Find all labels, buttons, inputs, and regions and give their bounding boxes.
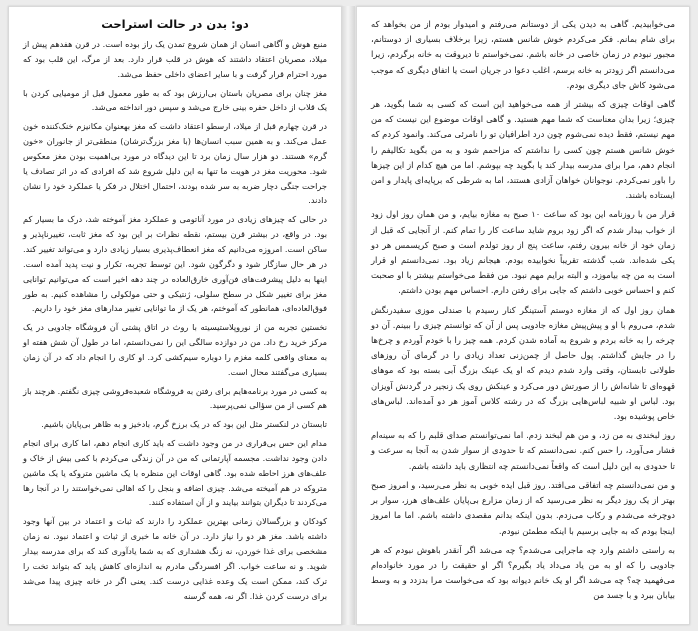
- left-paragraph-3: در قرن چهارم قبل از میلاد، ارسطو اعتقاد داشت که مغز بهعنوان مکانیزم خنک‌کننده خون عمل می‌کند. و به همین سبب انسان‌ها (با مغز بزرگ‌ترشان) منطقی‌تر از جانوران «خون گرم» هستند. دو هزار سال زمان برد تا این دیدگاه در مورد بی‌اهمیت بودن مغز معکوس شود. محوریت مغز در هویت ما تنها به این دلیل شروع شد که افرادی که در اثر تصادف یا جراحت جنگی دچار ضربه به سر شده بودند، احتمال اختلال در فکر یا عملکرد خود را نشان دادند.: [23, 121, 327, 206]
- chapter-title: دو: بدن در حالت استراحت: [101, 17, 249, 31]
- right-page: [356, 6, 690, 625]
- right-paragraph-4: همان روز اول که از مغازه دوستم آستینگر کنار رسیدم با صندلی موزی سفیدرنگش شدم، می‌روم با او و پیش‌پیش مغازه جادویی پس از آن که توانستم چیزی را ببینم. آن دو چرخه را به خانه بردم و شروع به آماده شدن کردم. همه چیز را با خودم آوردم و چرخ‌ها را در جایش گذاشتم. پول حاصل از چمن‌زنی تعداد زیادی را در گرمای آن روزهای طولانی تابستان، وقتی وارد شدم دیدم که او یک عینک بزرگ آبی بسته بود که موهای قهوه‌ای تا شانه‌اش را از صورتش دور می‌کرد و عینکش روی یک زنجیر در گردنش آویزان بود. لباس او شبیه لباس‌هایی بزرگ که در رشته کلاس آموز هر دو آمده‌اند. لباس‌های خاص پوشیده بود.: [371, 304, 675, 422]
- left-page: [8, 6, 342, 625]
- left-paragraph-6: به کسی در مورد برنامه‌هایم برای رفتن به فروشگاه شعبده‌فروشی چیزی نگفتم. هرچند باز هم کسی از من سؤالی نمی‌پرسید.: [23, 385, 327, 411]
- left-paragraph-5: نخستین تجربه من از نوروپلاستیسیته با روث در اتاق پشتی آن فروشگاه جادویی در یک مرکز خرید رخ داد. من در دوازده سالگی این را نمی‌دانستم، اما در طول آن شش هفته او به معنای واقعی کلمه مغزم را دوباره سیم‌کشی کرد. او کاری را انجام داد که در آن زمان بسیاری می‌گفتند محال است.: [23, 322, 327, 377]
- right-paragraph-3: قرار من با روزنامه این بود که ساعت ۱۰ صبح به مغازه بیایم، و من همان روز اول زود از خواب بیدار شدم که اگر زود بروم شاید ساعت کار را تمام کنم. از آنجایی که قبل از زمان خود از خانه بیرون رفتم، ساعت پنج از روز تولدم است و صبح کریسمس هر دو یکی شده‌اند. شب گذشته تقریباً نخوابیده بودم. هیجانم زیاد بود. نمی‌دانستم او قرار است به من چه بیاموزد، و البته برایم مهم نبود. من فقط می‌خواستم بیشتر با او صحبت کنم و احساس خوبی داشتم که جایی برای رفتن دارم. احساس مهم بودن داشتم.: [371, 209, 675, 296]
- right-paragraph-5: روز لبخندی به من زد، و من هم لبخند زدم. اما نمی‌توانستم صدای قلبم را که به سینه‌ام فشار می‌آورد، را حس کنم. نمی‌دانستم که تا حدودی از سوار شدن به آنجا به سرعت و تا حدودی به این دلیل است که واقعاً نمی‌دانستم چه انتظاری باید داشته باشم.: [371, 430, 675, 471]
- left-paragraph-7: تابستان در لنکستر مثل این بود که در یک برزخ گرم، بادخیز و به ظاهر بی‌پایان باشیم.: [41, 419, 327, 430]
- left-paragraph-8: مدام این حس بی‌قراری در من وجود داشت که باید کاری انجام دهم، اما کاری برای انجام دادن وجود نداشت. مجسمه آپارتمانی که من در آن زندگی می‌کردم با کمی بیش از خاک و علف‌های هرز احاطه شده بود. گاهی اوقات این منظره با یک ماشین متروکه یا یک ماشین متروکه در هم آمیخته می‌شد. چیزی اضافه و بنجل را که اهالی نمی‌خواستند را در آنجا رها می‌کردند تا دیگران بتوانند بیایند و از آن استفاده کنند.: [23, 438, 327, 508]
- right-paragraph-6: و من نمی‌دانستم چه اتفاقی می‌افتد. روز قبل ایده خوبی به نظر می‌رسید، و امروز صبح بهتر از یک روز دیگر به نظر می‌رسید که از زمان مزارع بی‌پایان علف‌های هرز، سوار بر دوچرخه می‌شدم و رکاب می‌زدم. بدون اینکه بدانم مقصدی داشته باشم. اما ما امروز اینجا بودم که به جایی برسیم با اینکه مطمئن نبودم.: [371, 479, 675, 536]
- left-paragraph-4: در حالی که چیزهای زیادی در مورد آناتومی و عملکرد مغز آموخته شد، درک ما بسیار کم بود. در واقع، در بیشتر قرن بیستم، نقطه نظرات بر این بود که مغز ثابت، تغییرناپذیر و ساکن است. امروزه می‌دانیم که مغز انعطاف‌پذیری بسیار زیادی دارد و می‌تواند تغییر کند. در هر حال سازگار شود و دگرگون شود. این توسط تجربه، تکرار و نیت پدید آمده است. اینها به دلیل پیشرفت‌های فن‌آوری خارق‌العاده در چند دهه اخیر است که می‌توانیم توانایی مغز برای تغییر شکل در سطح سلولی، ژنتیکی و حتی مولکولی را مشاهده کنیم. به طور فوق‌العاده‌ای، همانطور که آموختم، هر یک از ما توانایی تغییر مدارهای مغز خود را داریم.: [23, 214, 327, 314]
- left-paragraph-2: مغز چنان برای مصریان باستان بی‌ارزش بود که به طور معمول قبل از مومیایی کردن با یک قلاب از داخل حفره بینی خارج می‌شد و سپس دور انداخته می‌شد.: [23, 87, 327, 113]
- left-paragraph-9: کودکان و بزرگسالان زمانی بهترین عملکرد را دارند که ثبات و اعتماد در بین آنها وجود داشته باشد. مغز هر دو را نیاز دارد. در آن خانه ما خبری از ثبات و اعتماد نبود. نه زمان مشخصی برای غذا خوردن، نه زنگ هشداری که به شما یادآوری کند که برای مدرسه بیدار شوید. و نه ساعت خواب. اگر افسردگی مادرم به اندازه‌ای کاهش یابد که بتواند تخت را ترک کند، ممکن است یک وعده غذایی درست کند. یعنی اگر در خانه چیزی پیدا می‌شد برای درست کردن غذا. اگر نه، همه گرسنه: [23, 516, 327, 601]
- right-paragraph-1: می‌خوابیدیم. گاهی به دیدن یکی از دوستانم می‌رفتم و امیدوار بودم از من بخواهد که برای شام بمانم. فکر می‌کردم خوش شانس هستم، زیرا برخلاف بسیاری از دوستانم، مجبور نبودم در زمان خاصی در خانه باشم. نمی‌خواستم تا دیروقت به خانه برگردم، زیرا می‌دانستم اگر زودتر به خانه برسم، اغلب دعوا در جریان است یا اتفاق دیگری که موجب می‌شود کاش جای دیگری بودم.: [371, 19, 675, 90]
- left-paragraph-1: منبع هوش و آگاهی انسان از همان شروع تمدن یک راز بوده است. در قرن هفدهم پیش از میلاد، مصریان اعتقاد داشتند که هوش در قلب قرار دارد. بعد از مرگ، این قلب بود که مورد احترام قرار گرفت و با سایر اعضای داخلی حفظ می‌شد.: [23, 39, 327, 79]
- book-gutter: [341, 6, 355, 625]
- right-paragraph-7: به راستی داشتم وارد چه ماجرایی می‌شدم؟ چه می‌شد اگر آنقدر باهوش نبودم که هر جادویی را که او به من یاد می‌داد یاد بگیرم؟ اگر او حقیقت را در مورد خانواده‌ام می‌فهمید چه؟ چه می‌شد اگر او یک خانم دیوانه بود که می‌خواست مرا بدزدد و به وسط بیابان ببرد و با جسد من: [371, 544, 675, 601]
- right-paragraph-2: گاهی اوقات چیزی که بیشتر از همه می‌خواهید این است که کسی به شما بگوید، هر چیزی؛ زیرا بدان معناست که شما مهم هستید. و گاهی اوقات موضوع این نیست که من مهم نیستم، فقط دیده نمی‌شوم چون درد اطرافیان تو را نامرئی می‌کند. وانمود کردم که خوش شانس هستم چون کسی را نداشتم که مزاحمم شود و به من بگوید تکالیفم را انجام دهم، مرا برای مدرسه بیدار کند یا بگوید چه بپوشم. اما من هیچ کدام از این چیزها را باور نمی‌کردم. نوجوانان خواهان آزادی هستند، اما به شرطی که برپایه‌ای پایدار و امن ایستاده باشند.: [371, 99, 675, 201]
